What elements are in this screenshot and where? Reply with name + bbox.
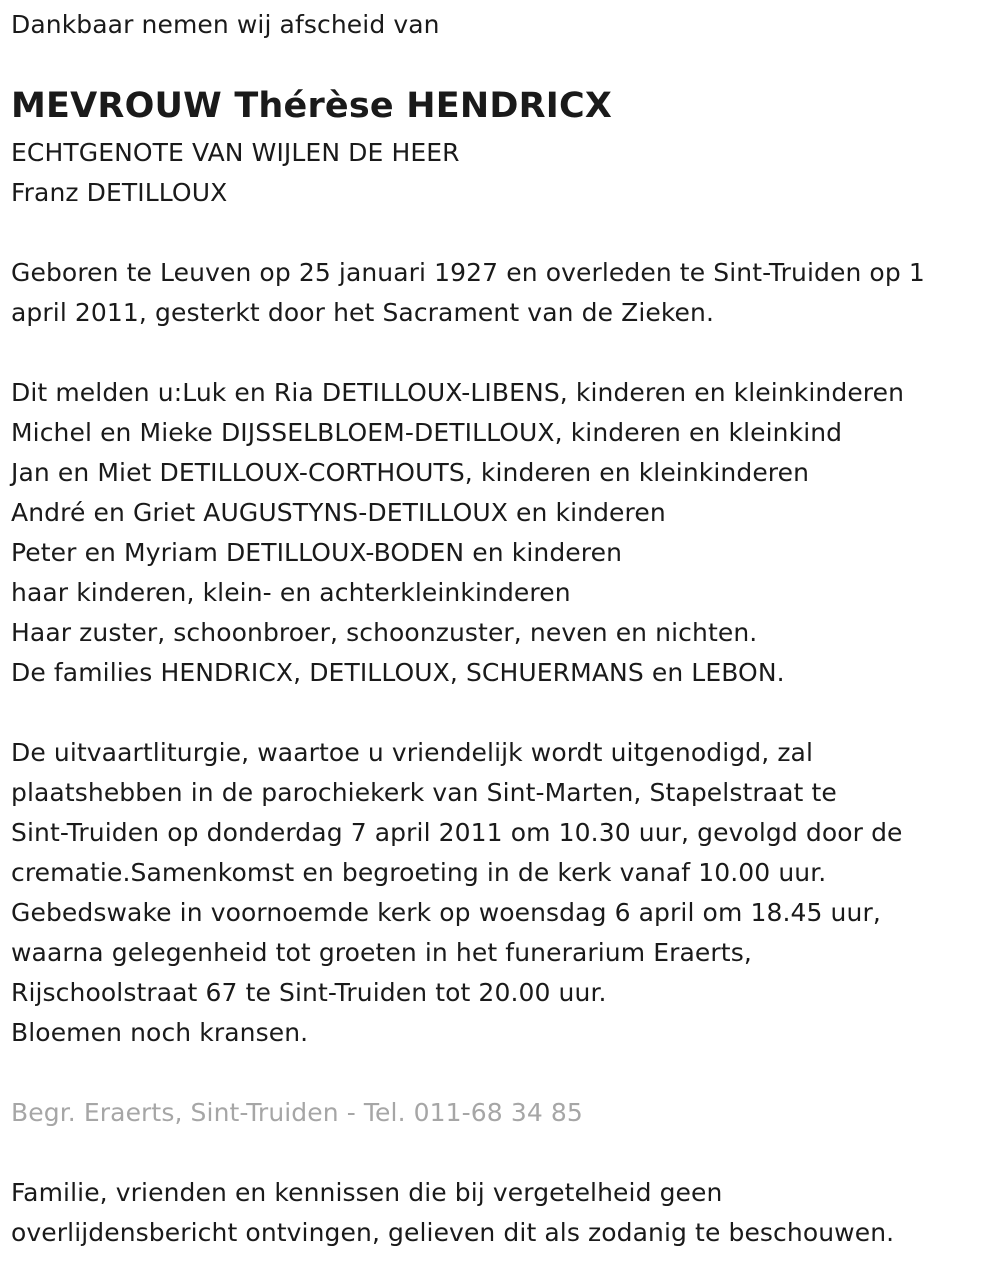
funeral-line: waarna gelegenheid tot groeten in het funerarium Eraerts, bbox=[11, 938, 752, 967]
family-line: André en Griet AUGUSTYNS-DETILLOUX en kinderen bbox=[11, 498, 666, 527]
birth-death-section bbox=[11, 253, 925, 333]
family-line: Michel en Mieke DIJSSELBLOEM-DETILLOUX, kinderen en kleinkind bbox=[11, 418, 843, 447]
spouse-name: Franz DETILLOUX bbox=[11, 178, 228, 207]
closing-line: overlijdensbericht ontvingen, gelieven dit als zodanig te beschouwen. bbox=[11, 1218, 895, 1247]
deceased-name: MEVROUW Thérèse HENDRICX bbox=[11, 86, 613, 126]
funeral-section bbox=[11, 733, 903, 1053]
funeral-line: Sint-Truiden op donderdag 7 april 2011 om 10.30 uur, gevolgd door de bbox=[11, 818, 903, 847]
intro-text: Dankbaar nemen wij afscheid van bbox=[11, 10, 440, 39]
family-line: Peter en Myriam DETILLOUX-BODEN en kinderen bbox=[11, 538, 623, 567]
funeral-line: crematie.Samenkomst en begroeting in de kerk vanaf 10.00 uur. bbox=[11, 858, 827, 887]
funeral-line: Gebedswake in voornoemde kerk op woensdag 6 april om 18.45 uur, bbox=[11, 898, 881, 927]
funeral-line: De uitvaartliturgie, waartoe u vriendelijk wordt uitgenodigd, zal bbox=[11, 738, 814, 767]
closing-section bbox=[11, 1173, 894, 1253]
birth-death-line: april 2011, gesterkt door het Sacrament van de Zieken. bbox=[11, 298, 715, 327]
family-line: Jan en Miet DETILLOUX-CORTHOUTS, kinderen en kleinkinderen bbox=[11, 458, 810, 487]
funeral-line: plaatshebben in de parochiekerk van Sint-Marten, Stapelstraat te bbox=[11, 778, 837, 807]
family-section bbox=[11, 373, 904, 693]
spouse-line: ECHTGENOTE VAN WIJLEN DE HEER bbox=[11, 138, 460, 167]
closing-line: Familie, vrienden en kennissen die bij vergetelheid geen bbox=[11, 1178, 723, 1207]
spouse-section bbox=[11, 133, 460, 213]
funeral-line: Bloemen noch kransen. bbox=[11, 1018, 309, 1047]
family-line: Haar zuster, schoonbroer, schoonzuster, neven en nichten. bbox=[11, 618, 758, 647]
family-line: De families HENDRICX, DETILLOUX, SCHUERMANS en LEBON. bbox=[11, 658, 785, 687]
funeral-line: Rijschoolstraat 67 te Sint-Truiden tot 20.00 uur. bbox=[11, 978, 607, 1007]
family-line: haar kinderen, klein- en achterkleinkinderen bbox=[11, 578, 571, 607]
undertaker-contact: Begr. Eraerts, Sint-Truiden - Tel. 011-68 34 85 bbox=[11, 1098, 583, 1127]
birth-death-line: Geboren te Leuven op 25 januari 1927 en overleden te Sint-Truiden op 1 bbox=[11, 258, 925, 287]
family-line: Dit melden u:Luk en Ria DETILLOUX-LIBENS, kinderen en kleinkinderen bbox=[11, 378, 905, 407]
